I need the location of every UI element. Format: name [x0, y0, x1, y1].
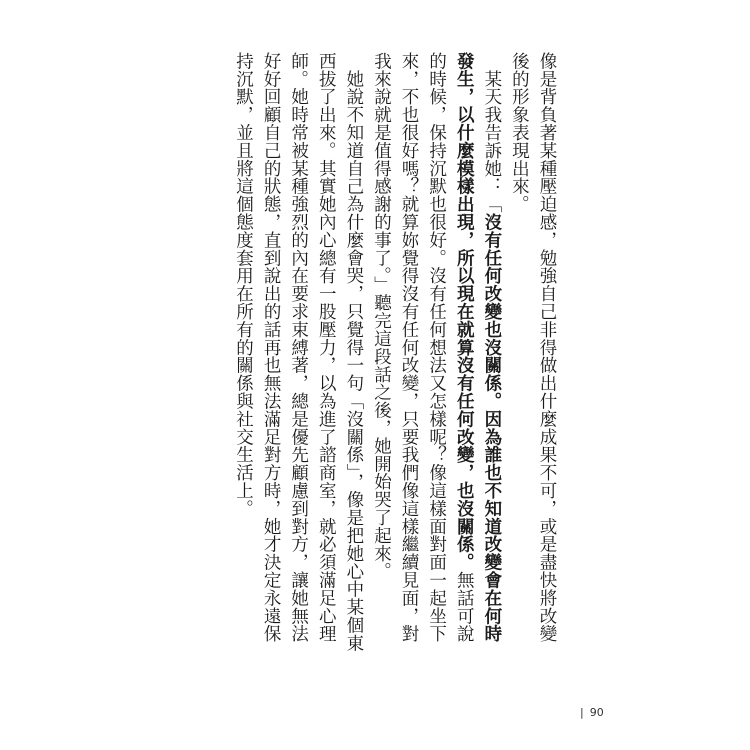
page-footer [580, 706, 604, 719]
paragraph-1 [505, 52, 560, 652]
paragraph-3-text: 她說不知道自己為什麼會哭，只覺得一句「沒關係」，像是把她心中某個東西拔了出來。其實她內心總有一股壓力，以為進了諮商室，就必須滿足心理師。她時常被某種強烈的內在要求束縛著，總是優先顧慮到對方，讓她無法好好回顧自己的狀態，直到說出的話再也無法滿足對方時，她才決定永遠保持沉默，並且將這個態度套用在所有的關係與社交生活上。 [233, 52, 364, 652]
paragraph-2-intro: 某天我告訴她：「 [481, 69, 502, 214]
page-separator: | [580, 706, 584, 719]
vertical-text-block [229, 52, 560, 652]
paragraph-2-emphasis: 沒有任何改變也沒關係。因為誰也不知道改變會在何時發生，以什麼模樣出現，所以現在就算沒有任何改變，也沒關係。 [454, 52, 502, 643]
paragraph-2 [367, 52, 505, 652]
paragraph-1-text: 像是背負著某種壓迫感，勉強自己非得做出什麼成果不可，或是盡快將改變後的形象表現出來。 [509, 52, 557, 643]
paragraph-2-rest: 無話可說的時候，保持沉默也很好。沒有任何想法又怎樣呢？像這樣面對面一起坐下來，不也很好嗎？就算妳覺得沒有任何改變，只要我們像這樣繼續見面，對我來說就是值得感謝的事了。」聽完這段話之後，她開始哭了起來。 [371, 52, 475, 643]
paragraph-3 [229, 52, 367, 652]
page-number: 90 [589, 706, 604, 719]
